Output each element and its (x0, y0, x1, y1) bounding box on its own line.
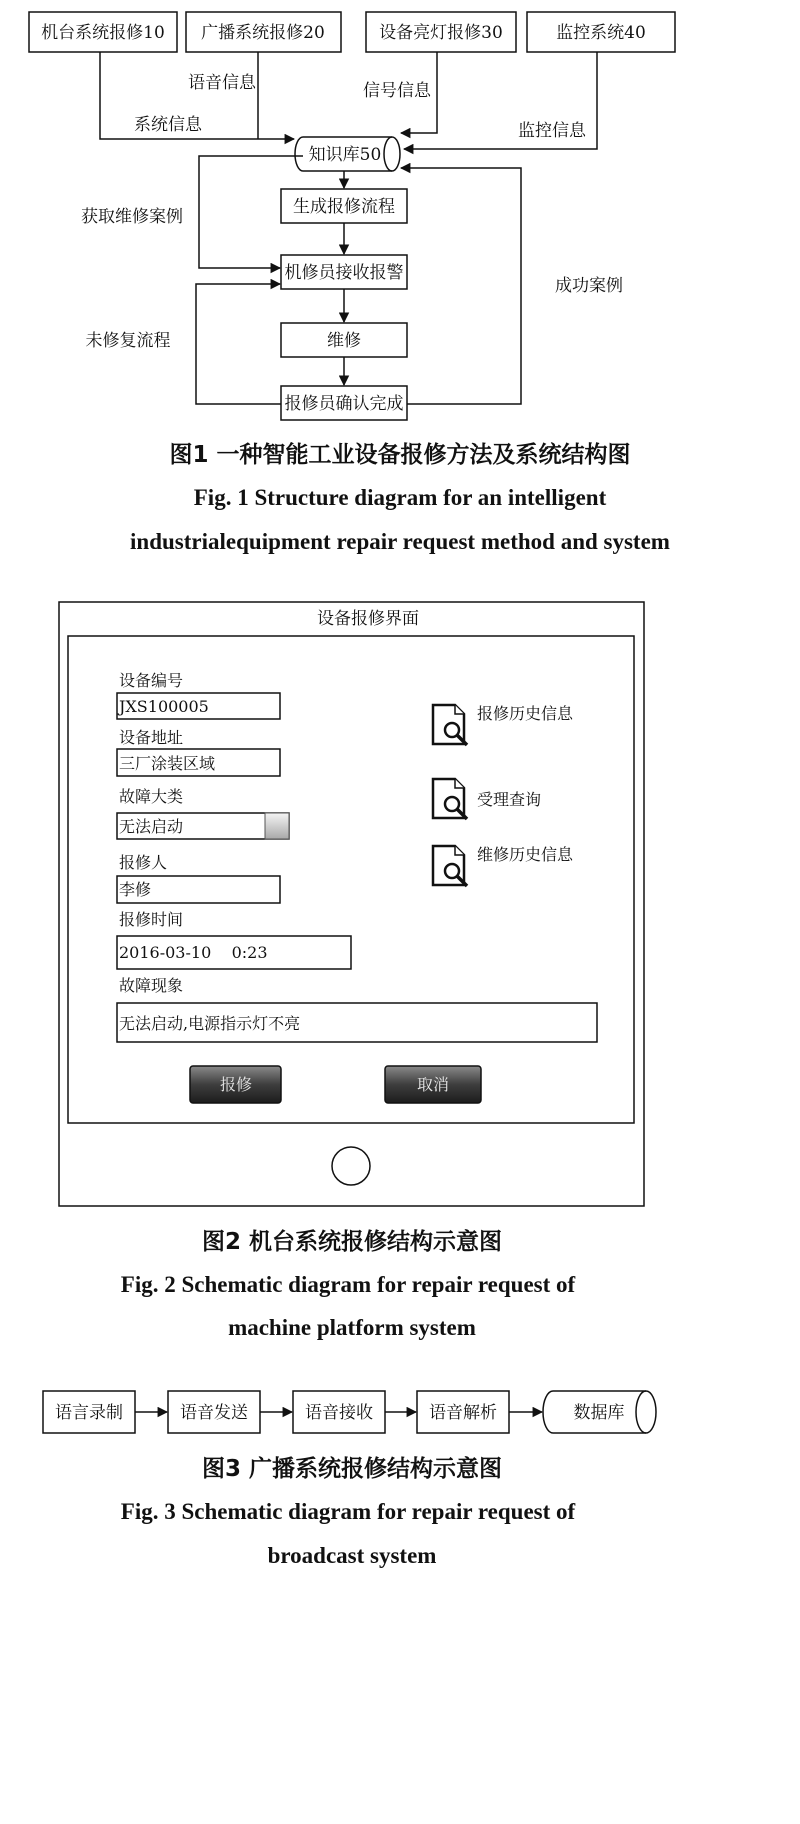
step-parse-label: 语音解析 (429, 1403, 497, 1423)
phenomenon-label: 故障现象 (119, 976, 184, 995)
step-record-label: 语言录制 (55, 1403, 123, 1423)
repair-label: 维修 (327, 331, 361, 351)
category-dropdown-button[interactable] (265, 813, 289, 839)
box-machine-label: 机台系统报修10 (41, 23, 165, 43)
figure-1-caption (130, 441, 670, 554)
fig3-caption-en-2: broadcast system (267, 1543, 437, 1568)
label-signal-info: 信号信息 (363, 81, 431, 101)
fig3-caption-en-1: Fig. 3 Schematic diagram for repair request of (120, 1499, 576, 1524)
home-button[interactable] (332, 1147, 370, 1185)
document-search-icon (433, 846, 467, 886)
figure-3-caption (121, 1455, 576, 1568)
address-label: 设备地址 (119, 728, 184, 747)
time-value: 2016-03-10 0:23 (119, 943, 268, 962)
time-label: 报修时间 (119, 910, 184, 929)
submit-label: 报修 (219, 1075, 253, 1094)
fig1-caption-cn: 图1 一种智能工业设备报修方法及系统结构图 (169, 442, 631, 468)
fig3-caption-cn: 图3 广播系统报修结构示意图 (201, 1456, 503, 1482)
kb-label: 知识库50 (308, 145, 382, 165)
query-label: 受理查询 (477, 790, 542, 809)
figure-2-caption (121, 1228, 576, 1340)
box-monitor-label: 监控系统40 (556, 23, 646, 43)
receive-label: 机修员接收报警 (284, 263, 404, 283)
confirm-label: 报修员确认完成 (284, 394, 404, 414)
document-search-icon (433, 705, 467, 745)
label-voice-info: 语音信息 (188, 73, 256, 93)
step-receive-label: 语音接收 (305, 1403, 373, 1423)
step-send-label: 语音发送 (180, 1403, 248, 1423)
flow-label: 生成报修流程 (293, 197, 395, 217)
maint-label: 维修历史信息 (477, 845, 574, 864)
history-label: 报修历史信息 (477, 704, 574, 723)
cancel-button[interactable] (385, 1066, 481, 1103)
label-get-case: 获取维修案例 (81, 207, 183, 227)
label-unrepaired: 未修复流程 (85, 331, 171, 351)
database-label: 数据库 (573, 1403, 625, 1423)
label-monitor-info: 监控信息 (518, 121, 586, 141)
category-value: 无法启动 (119, 817, 184, 836)
device-no-label: 设备编号 (119, 671, 184, 690)
fig2-caption-en-1: Fig. 2 Schematic diagram for repair request of (120, 1272, 576, 1297)
fig1-caption-en-2: industrialequipment repair request method and system (130, 529, 670, 554)
document-search-icon (433, 779, 467, 819)
form-title: 设备报修界面 (317, 609, 419, 629)
category-label: 故障大类 (119, 787, 184, 806)
reporter-value: 李修 (119, 880, 152, 899)
phenomenon-value: 无法启动,电源指示灯不亮 (119, 1014, 301, 1033)
fig2-caption-cn: 图2 机台系统报修结构示意图 (201, 1229, 503, 1255)
box-light-label: 设备亮灯报修30 (379, 23, 503, 43)
reporter-label: 报修人 (119, 853, 168, 872)
figure-3-text (55, 1403, 625, 1423)
arrow-success-case (401, 168, 521, 404)
fig2-caption-en-2: machine platform system (228, 1315, 476, 1340)
label-success-case: 成功案例 (555, 276, 623, 296)
device-no-value: JXS100005 (119, 697, 209, 716)
submit-button[interactable] (190, 1066, 281, 1103)
cancel-label: 取消 (416, 1075, 450, 1094)
address-value: 三厂涂装区域 (119, 754, 216, 773)
arrow-unrepaired (196, 284, 281, 404)
box-broadcast-label: 广播系统报修20 (201, 23, 325, 43)
label-system-info: 系统信息 (134, 115, 202, 135)
fig1-caption-en-1: Fig. 1 Structure diagram for an intelligent (193, 485, 607, 510)
